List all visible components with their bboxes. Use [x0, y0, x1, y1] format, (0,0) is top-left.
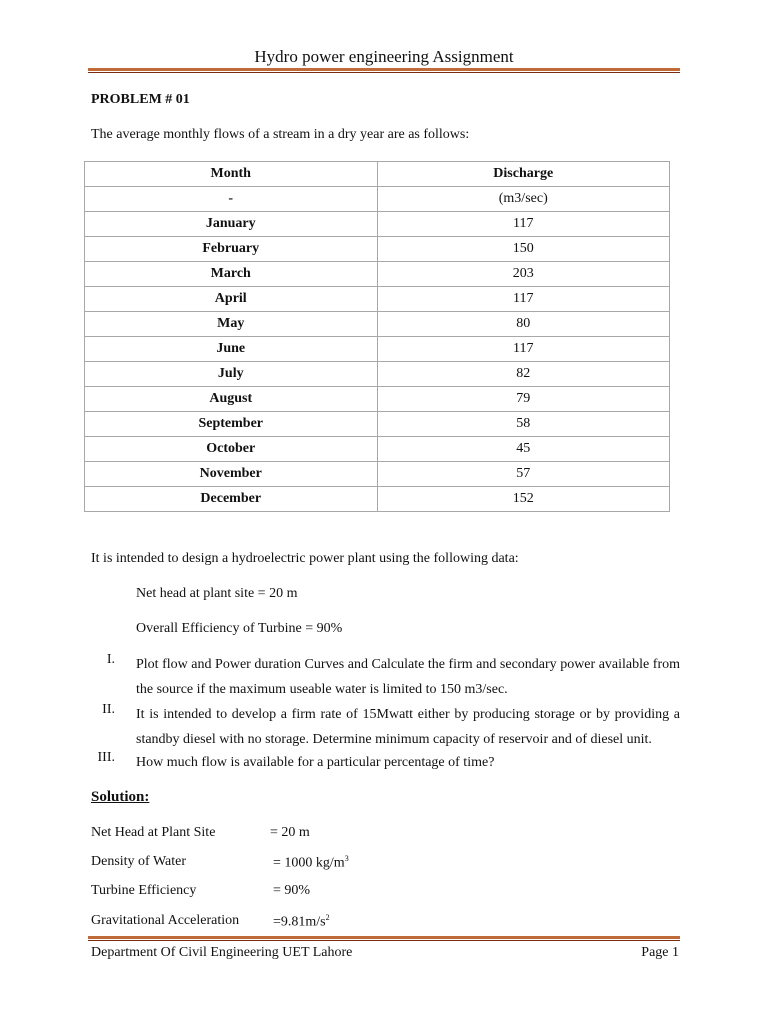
param-value: = 20 m	[270, 825, 310, 840]
question-number: II.	[102, 702, 115, 717]
month-cell: March	[85, 262, 378, 287]
footer-rule	[88, 936, 680, 941]
monthly-flows-table	[84, 161, 670, 512]
unit-cell-discharge: (m3/sec)	[377, 187, 670, 212]
discharge-cell: 150	[377, 237, 670, 262]
param-label: Net Head at Plant Site	[91, 825, 216, 840]
month-cell: February	[85, 237, 378, 262]
month-cell: June	[85, 337, 378, 362]
month-cell: October	[85, 437, 378, 462]
month-cell: August	[85, 387, 378, 412]
column-header-month: Month	[85, 162, 378, 187]
data-line-efficiency: Overall Efficiency of Turbine = 90%	[136, 621, 343, 636]
question-number: III.	[97, 750, 115, 765]
discharge-cell: 203	[377, 262, 670, 287]
param-label: Gravitational Acceleration	[91, 913, 240, 928]
question-text: How much flow is available for a particular percentage of time?	[136, 755, 495, 770]
table-row	[85, 362, 670, 387]
data-line-net-head: Net head at plant site = 20 m	[136, 586, 298, 601]
problem-heading: PROBLEM # 01	[91, 92, 190, 107]
table-row	[85, 212, 670, 237]
param-value: $=9.81m/s^2$	[273, 913, 330, 930]
discharge-cell: 117	[377, 212, 670, 237]
table-row	[85, 262, 670, 287]
table-row	[85, 237, 670, 262]
month-cell: January	[85, 212, 378, 237]
column-header-discharge: Discharge	[377, 162, 670, 187]
table-header-row	[85, 162, 670, 187]
discharge-cell: 117	[377, 337, 670, 362]
table-row	[85, 312, 670, 337]
month-cell: September	[85, 412, 378, 437]
discharge-cell: 117	[377, 287, 670, 312]
param-label: Density of Water	[91, 854, 187, 869]
discharge-cell: 79	[377, 387, 670, 412]
question-text: It is intended to develop a firm rate of 15Mwatt either by producing storage or by providing a standby diesel with no storage. Determine minimum capacity of reservoir and of diesel unit.	[136, 707, 680, 747]
param-value: = 90%	[273, 883, 311, 898]
month-cell: November	[85, 462, 378, 487]
discharge-cell: 57	[377, 462, 670, 487]
table-row	[85, 337, 670, 362]
table-row	[85, 487, 670, 512]
month-cell: April	[85, 287, 378, 312]
table-row	[85, 437, 670, 462]
param-label: Turbine Efficiency	[91, 883, 197, 898]
design-intro: It is intended to design a hydroelectric power plant using the following data:	[91, 551, 519, 566]
month-cell: May	[85, 312, 378, 337]
param-value: = 1000 $kg/m^3$	[273, 854, 349, 871]
question-number: I.	[106, 652, 115, 667]
discharge-cell: 45	[377, 437, 670, 462]
table-unit-row	[85, 187, 670, 212]
discharge-cell: 152	[377, 487, 670, 512]
unit-cell-month: -	[85, 187, 378, 212]
footer-department: Department Of Civil Engineering UET Lahore	[91, 945, 353, 960]
problem-intro: The average monthly flows of a stream in a dry year are as follows:	[91, 127, 470, 142]
table-row	[85, 387, 670, 412]
month-cell: July	[85, 362, 378, 387]
discharge-cell: 58	[377, 412, 670, 437]
table-row	[85, 287, 670, 312]
solution-heading: Solution:	[91, 789, 150, 805]
discharge-cell: 82	[377, 362, 670, 387]
month-cell: December	[85, 487, 378, 512]
footer-page-number: Page 1	[641, 945, 679, 960]
question-text: Plot flow and Power duration Curves and Calculate the firm and secondary power available from the source if the maximum useable water is limited to 150 m3/sec.	[136, 657, 680, 697]
header-rule	[88, 68, 680, 73]
header-title: Hydro power engineering Assignment	[254, 47, 514, 66]
discharge-cell: 80	[377, 312, 670, 337]
table-row	[85, 462, 670, 487]
table-row	[85, 412, 670, 437]
